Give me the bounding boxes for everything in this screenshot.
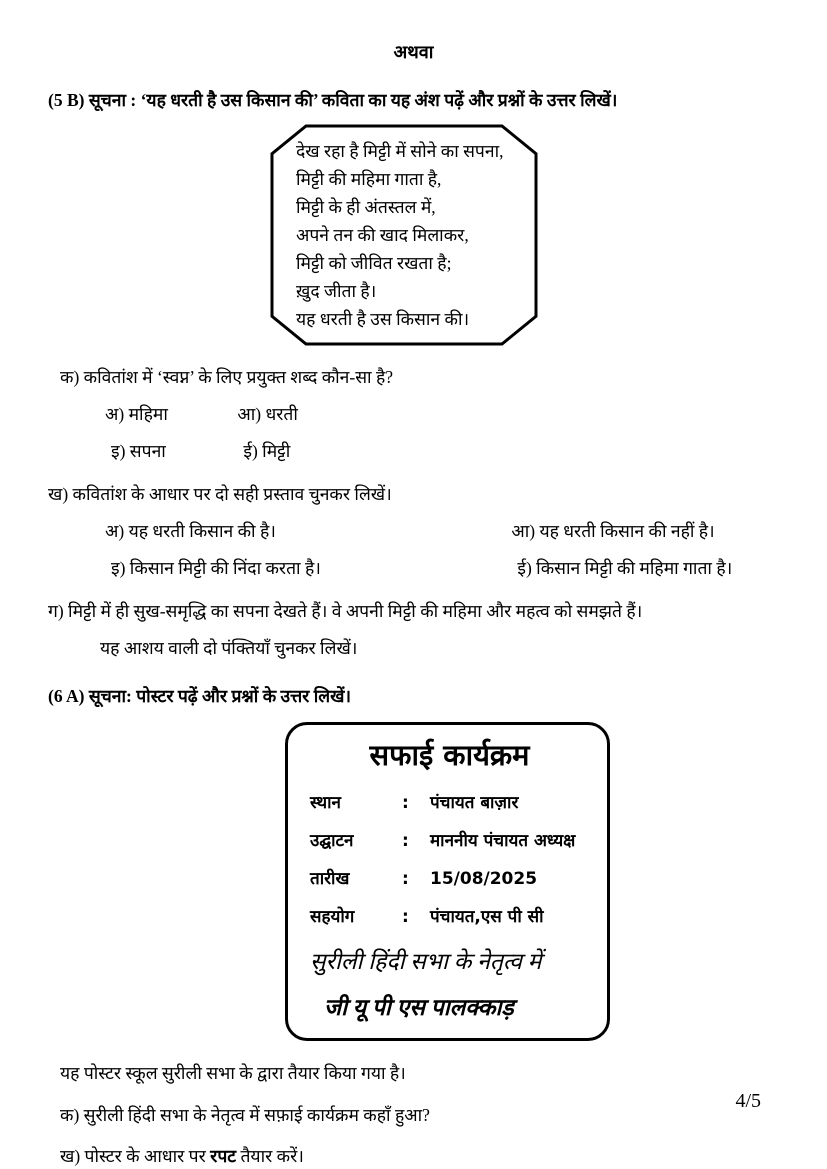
option-aa: आ) यह धरती किसान की नहीं है। [511, 521, 715, 541]
question-5b-ka: क) कवितांश में ‘स्वप्न’ के लिए प्रयुक्त शब्द कौन-सा है? [60, 367, 394, 387]
poem-line: मिट्टी को जीवित रखता है; [296, 253, 452, 273]
option-aa: आ) धरती [237, 404, 298, 424]
question-5b-kha-options-row-2 [105, 556, 779, 580]
option-i: इ) किसान मिट्टी की निंदा करता है। [111, 558, 321, 578]
question-6a-instruction: (6 A) सूचना: पोस्टर पढ़ें और प्रश्नों के उत्तर लिखें। [48, 686, 352, 706]
question-5b-ga-line1: ग) मिट्टी में ही सुख-समृद्धि का सपना देखते हैं। वे अपनी मिट्टी की महिमा और महत्व को समझते हैं। [48, 601, 643, 621]
poem-line: यह धरती है उस किसान की। [296, 309, 470, 329]
poster-row-inauguration [310, 822, 589, 860]
question-5b-instruction: (5 B) सूचना : ‘यह धरती है उस किसान की’ कविता का यह अंश पढ़ें और प्रश्नों के उत्तर लिखें। [48, 90, 618, 110]
poster-row-date [310, 860, 589, 898]
page-number: 4/5 [735, 1090, 761, 1112]
question-5b-kha-options-row-1 [105, 519, 779, 543]
option-ii: ई) किसान मिट्टी की महिमा गाता है। [517, 558, 733, 578]
poster-organization-line: जी यू पी एस पालक्काड़ [324, 995, 514, 1020]
poem-box [270, 124, 538, 346]
poster-colon: : [402, 831, 409, 851]
poster-note: यह पोस्टर स्कूल सुरीली सभा के द्वारा तैयार किया गया है। [60, 1063, 406, 1083]
poster-colon: : [402, 793, 409, 813]
poem-box-border [270, 124, 538, 346]
poem-line: मिट्टी की महिमा गाता है, [296, 169, 442, 189]
question-6a-kha-keyword: रपट [210, 1146, 237, 1166]
poster-title: सफाई कार्यक्रम [369, 738, 530, 772]
poster-colon: : [402, 869, 409, 889]
poem-line: मिट्टी के ही अंतस्तल में, [296, 197, 436, 217]
poster-colon: : [402, 907, 409, 927]
poster-lead-line: सुरीली हिंदी सभा के नेतृत्व में [310, 949, 542, 974]
poster-box [285, 722, 610, 1041]
option-ii: ई) मिट्टी [243, 441, 291, 461]
poster-row-place [310, 784, 589, 822]
poster-label: तारीख [310, 869, 350, 889]
question-5b-ka-options-row-2 [105, 439, 779, 463]
poster-value: पंचायत बाज़ार [430, 793, 519, 813]
option-i: इ) सपना [111, 441, 166, 461]
question-6a-ka: क) सुरीली हिंदी सभा के नेतृत्व में सफ़ाई कार्यक्रम कहाँ हुआ? [60, 1105, 430, 1125]
poster-label: सहयोग [310, 907, 355, 927]
option-a: अ) यह धरती किसान की है। [105, 521, 276, 541]
question-5b-ka-options-row-1 [105, 402, 779, 426]
poster-value: 15/08/2025 [430, 869, 538, 889]
option-a: अ) महिमा [105, 404, 168, 424]
poem-line: ख़ुद जीता है। [296, 281, 377, 301]
question-6a-kha [60, 1144, 779, 1168]
poster-value: माननीय पंचायत अध्यक्ष [430, 831, 576, 851]
question-6a-kha-suffix: तैयार करें। [236, 1146, 304, 1166]
poster-row-support [310, 898, 589, 936]
question-5b-ga-line2: यह आशय वाली दो पंक्तियाँ चुनकर लिखें। [100, 638, 358, 658]
poem-line: अपने तन की खाद मिलाकर, [296, 225, 469, 245]
poster-value: पंचायत,एस पी सी [430, 907, 544, 927]
question-6a-kha-prefix: ख) पोस्टर के आधार पर [60, 1146, 211, 1166]
poster-label: स्थान [310, 793, 341, 813]
alternative-heading: अथवा [393, 42, 434, 62]
poster-label: उद्घाटन [310, 831, 354, 851]
poem-line: देख रहा है मिट्टी में सोने का सपना, [296, 141, 504, 161]
question-5b-kha: ख) कवितांश के आधार पर दो सही प्रस्ताव चुनकर लिखें। [48, 484, 392, 504]
